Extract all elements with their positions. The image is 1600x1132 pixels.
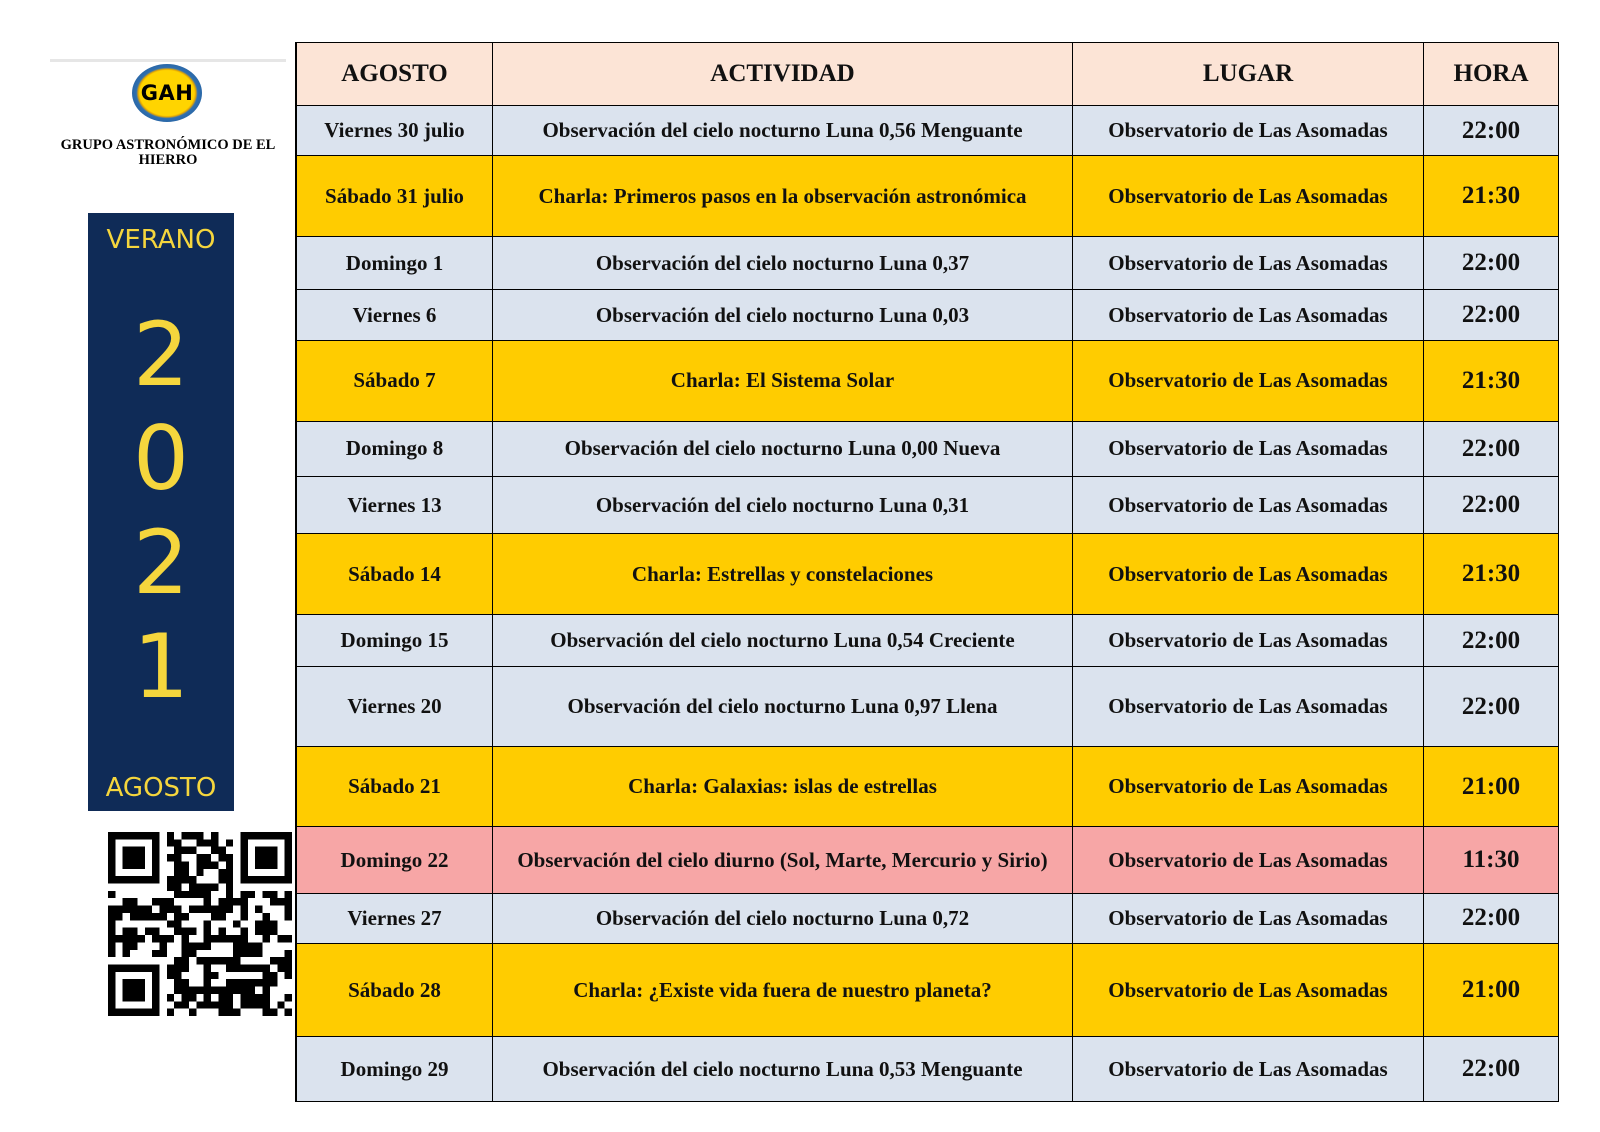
place-cell: Observatorio de Las Asomadas [1073, 615, 1424, 667]
time-cell: 22:00 [1424, 237, 1559, 290]
activity-cell: Observación del cielo nocturno Luna 0,37 [493, 237, 1073, 290]
org-name: GRUPO ASTRONÓMICO DE EL HIERRO [60, 137, 276, 168]
time-cell: 21:30 [1424, 340, 1559, 421]
date-cell: Sábado 7 [297, 340, 493, 421]
header-actividad: ACTIVIDAD [493, 43, 1073, 106]
banner-season: VERANO [106, 225, 216, 255]
divider [50, 59, 286, 62]
date-cell: Sábado 31 julio [297, 156, 493, 237]
table-row [297, 827, 1559, 894]
place-cell: Observatorio de Las Asomadas [1073, 290, 1424, 340]
date-cell: Domingo 1 [297, 237, 493, 290]
activity-cell: Observación del cielo nocturno Luna 0,31 [493, 476, 1073, 533]
activity-cell: Observación del cielo nocturno Luna 0,97 Llena [493, 667, 1073, 747]
time-cell: 21:30 [1424, 156, 1559, 237]
place-cell: Observatorio de Las Asomadas [1073, 747, 1424, 827]
activity-cell: Observación del cielo nocturno Luna 0,54 Creciente [493, 615, 1073, 667]
banner-year-digit: 0 [133, 407, 189, 510]
sidebar [40, 42, 296, 1102]
table-row [297, 106, 1559, 156]
place-cell: Observatorio de Las Asomadas [1073, 237, 1424, 290]
table-row [297, 944, 1559, 1037]
time-cell: 22:00 [1424, 1037, 1559, 1102]
table-row [297, 893, 1559, 943]
date-cell: Domingo 29 [297, 1037, 493, 1102]
gah-logo [132, 64, 202, 122]
table-row [297, 237, 1559, 290]
table-row [297, 667, 1559, 747]
activity-cell: Observación del cielo nocturno Luna 0,72 [493, 893, 1073, 943]
place-cell: Observatorio de Las Asomadas [1073, 1037, 1424, 1102]
activity-cell: Charla: Primeros pasos en la observación astronómica [493, 156, 1073, 237]
activity-cell: Charla: El Sistema Solar [493, 340, 1073, 421]
time-cell: 11:30 [1424, 827, 1559, 894]
table-row [297, 340, 1559, 421]
table-row [297, 421, 1559, 476]
activity-cell: Charla: Galaxias: islas de estrellas [493, 747, 1073, 827]
place-cell: Observatorio de Las Asomadas [1073, 156, 1424, 237]
schedule-table [296, 42, 1559, 1102]
activity-cell: Charla: Estrellas y constelaciones [493, 534, 1073, 615]
header-hora: HORA [1424, 43, 1559, 106]
place-cell: Observatorio de Las Asomadas [1073, 667, 1424, 747]
activity-cell: Observación del cielo nocturno Luna 0,00 Nueva [493, 421, 1073, 476]
time-cell: 21:00 [1424, 747, 1559, 827]
banner-year-digit: 2 [133, 303, 189, 406]
place-cell: Observatorio de Las Asomadas [1073, 421, 1424, 476]
time-cell: 22:00 [1424, 893, 1559, 943]
table-row [297, 747, 1559, 827]
place-cell: Observatorio de Las Asomadas [1073, 944, 1424, 1037]
table-row [297, 156, 1559, 237]
date-cell: Domingo 15 [297, 615, 493, 667]
banner-year-digit: 1 [133, 615, 189, 718]
qr-code-icon[interactable] [108, 832, 292, 1016]
place-cell: Observatorio de Las Asomadas [1073, 827, 1424, 894]
date-cell: Sábado 21 [297, 747, 493, 827]
logo-text: GAH [140, 81, 194, 105]
time-cell: 22:00 [1424, 615, 1559, 667]
date-cell: Domingo 22 [297, 827, 493, 894]
activity-cell: Observación del cielo diurno (Sol, Marte, Mercurio y Sirio) [493, 827, 1073, 894]
date-cell: Sábado 14 [297, 534, 493, 615]
table-row [297, 290, 1559, 340]
activity-cell: Observación del cielo nocturno Luna 0,53 Menguante [493, 1037, 1073, 1102]
date-cell: Viernes 20 [297, 667, 493, 747]
banner-month: AGOSTO [105, 773, 217, 803]
table-row [297, 615, 1559, 667]
date-cell: Viernes 6 [297, 290, 493, 340]
time-cell: 21:00 [1424, 944, 1559, 1037]
banner-year-digit: 2 [133, 511, 189, 614]
header-lugar: LUGAR [1073, 43, 1424, 106]
time-cell: 22:00 [1424, 421, 1559, 476]
time-cell: 21:30 [1424, 534, 1559, 615]
place-cell: Observatorio de Las Asomadas [1073, 534, 1424, 615]
date-cell: Viernes 27 [297, 893, 493, 943]
place-cell: Observatorio de Las Asomadas [1073, 106, 1424, 156]
date-cell: Viernes 30 julio [297, 106, 493, 156]
date-cell: Viernes 13 [297, 476, 493, 533]
header-row [297, 43, 1559, 106]
header-agosto: AGOSTO [297, 43, 493, 106]
place-cell: Observatorio de Las Asomadas [1073, 340, 1424, 421]
time-cell: 22:00 [1424, 290, 1559, 340]
date-cell: Sábado 28 [297, 944, 493, 1037]
place-cell: Observatorio de Las Asomadas [1073, 476, 1424, 533]
time-cell: 22:00 [1424, 106, 1559, 156]
time-cell: 22:00 [1424, 476, 1559, 533]
table-row [297, 476, 1559, 533]
table-row [297, 1037, 1559, 1102]
place-cell: Observatorio de Las Asomadas [1073, 893, 1424, 943]
activity-cell: Charla: ¿Existe vida fuera de nuestro planeta? [493, 944, 1073, 1037]
table-row [297, 534, 1559, 615]
activity-cell: Observación del cielo nocturno Luna 0,03 [493, 290, 1073, 340]
season-banner [88, 213, 234, 811]
date-cell: Domingo 8 [297, 421, 493, 476]
activity-cell: Observación del cielo nocturno Luna 0,56 Menguante [493, 106, 1073, 156]
time-cell: 22:00 [1424, 667, 1559, 747]
